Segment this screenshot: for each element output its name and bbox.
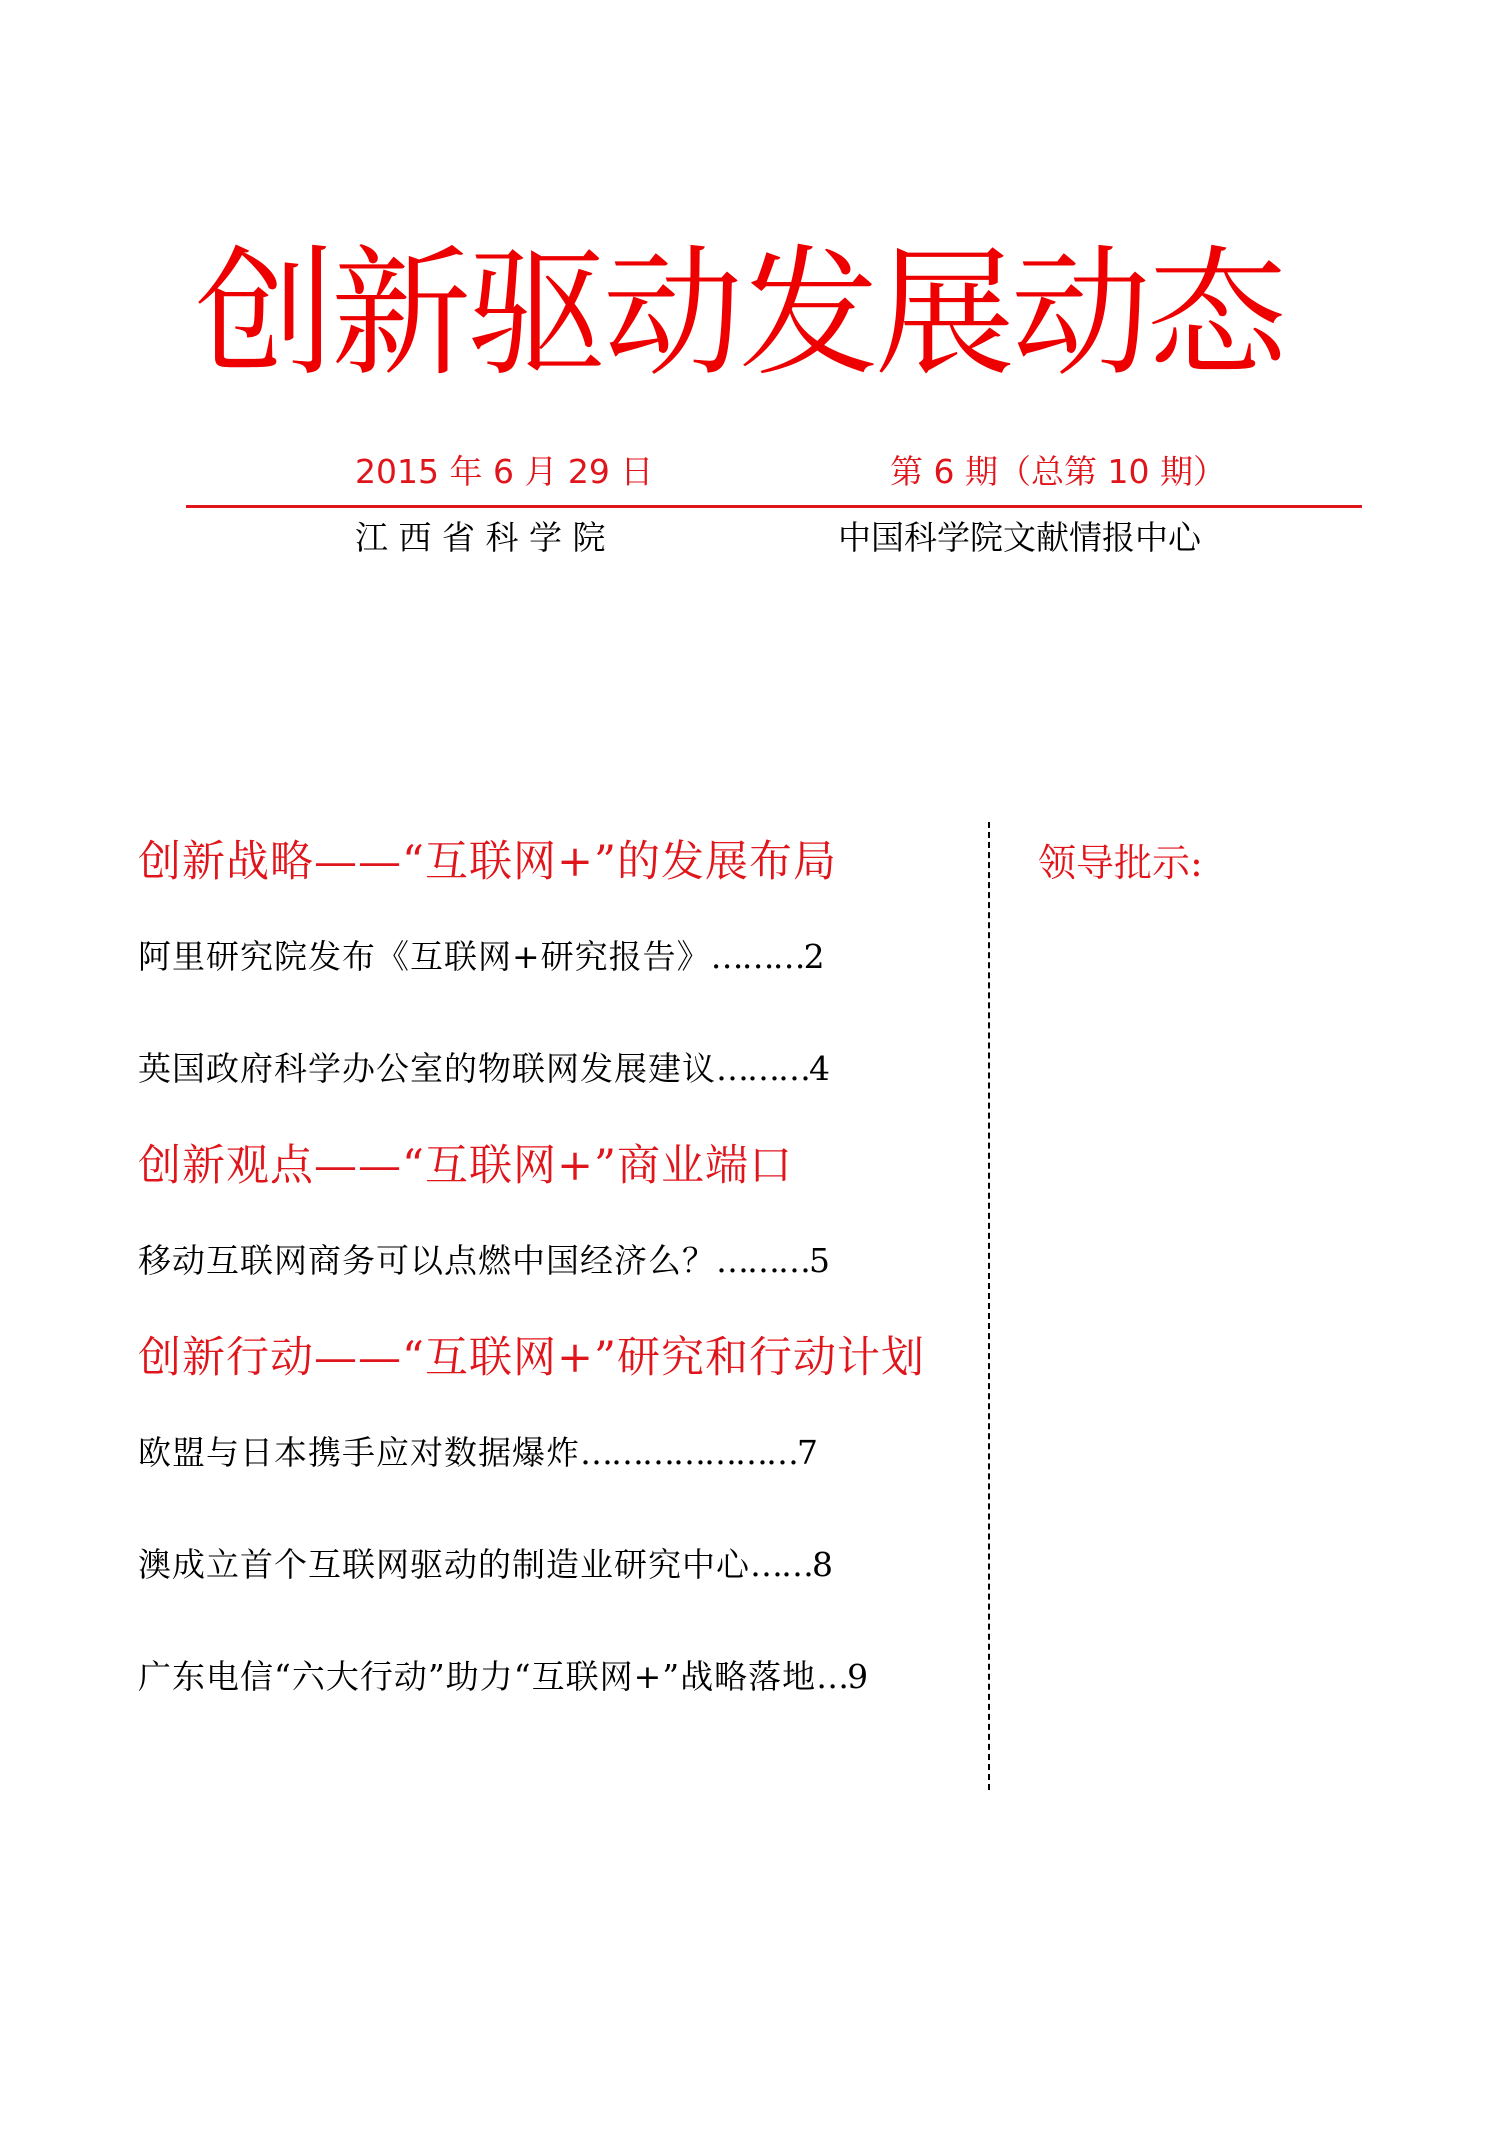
- toc-entry-title: 英国政府科学办公室的物联网发展建议: [138, 1049, 716, 1088]
- issue-date: 2015 年 6 月 29 日: [355, 452, 654, 491]
- toc-entry-leader: …: [816, 1657, 848, 1696]
- toc-entry[interactable]: [138, 1044, 968, 1094]
- toc-entry-title: 欧盟与日本携手应对数据爆炸: [138, 1433, 580, 1472]
- toc-section-heading: 创新行动——“互联网+”研究和行动计划: [138, 1333, 925, 1383]
- masthead-title: 创新驱动发展动态: [195, 233, 1284, 396]
- toc-entry-leader: ………: [716, 1049, 809, 1088]
- toc-entry-title: 阿里研究院发布《互联网+研究报告》: [138, 937, 711, 976]
- toc-entry[interactable]: [138, 1236, 968, 1286]
- leader-note-label: 领导批示:: [1038, 841, 1203, 885]
- toc-entry-leader: ………: [710, 937, 804, 976]
- toc-entry[interactable]: [138, 1540, 968, 1590]
- dashed-divider: [988, 822, 990, 1790]
- toc-entry-page: 8: [812, 1545, 834, 1584]
- toc-entry-leader: …………………: [580, 1433, 797, 1472]
- toc-entry-leader: ………: [716, 1241, 809, 1280]
- toc-entry-page: 9: [847, 1657, 870, 1696]
- toc-entry-page: 2: [803, 937, 826, 976]
- toc-entry-title: 澳成立首个互联网驱动的制造业研究中心: [138, 1545, 750, 1584]
- toc-entry-page: 7: [797, 1433, 819, 1472]
- toc-entry-page: 4: [809, 1049, 831, 1088]
- issue-number: 第 6 期（总第 10 期）: [890, 452, 1226, 491]
- toc-section-heading: 创新战略——“互联网+”的发展布局: [138, 837, 837, 887]
- toc-entry[interactable]: [138, 1428, 968, 1478]
- toc-entry-title: 移动互联网商务可以点燃中国经济么？: [138, 1241, 716, 1280]
- toc-entry[interactable]: [138, 932, 968, 982]
- toc-section-heading: 创新观点——“互联网+”商业端口: [138, 1141, 793, 1191]
- toc-entry-leader: ……: [750, 1545, 812, 1584]
- header-rule: [186, 505, 1362, 508]
- publisher-left: 江 西 省 科 学 院: [355, 518, 606, 557]
- toc-entry-page: 5: [809, 1241, 831, 1280]
- toc-entry[interactable]: [138, 1652, 968, 1702]
- table-of-contents: [138, 822, 968, 1702]
- toc-entry-title: 广东电信“六大行动”助力“互联网+”战略落地: [138, 1657, 817, 1696]
- publisher-right: 中国科学院文献情报中心: [838, 518, 1201, 557]
